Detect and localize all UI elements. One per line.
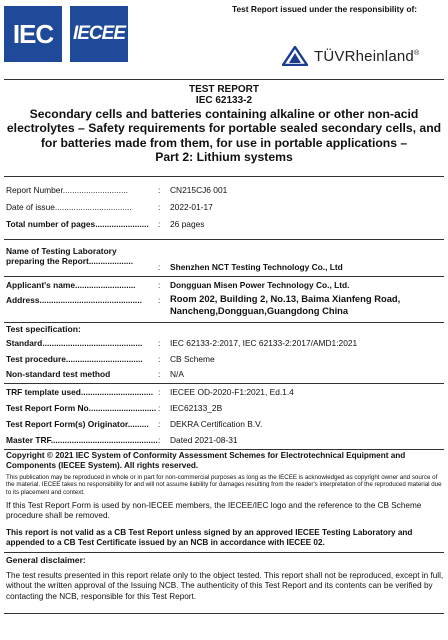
test-specification-heading: Test specification: xyxy=(6,324,81,334)
general-disclaimer-body: The test results presented in this report relate only to the object tested. This report shall not be reproduced, except in full, without the written approval of the Issuing NCB. The authenticity of this Test Report and its contents can be verified by contacting the NCB, responsible for this Test Report. xyxy=(6,571,444,601)
divider xyxy=(4,552,444,553)
applicant-name-value: Dongguan Misen Power Technology Co., Ltd. xyxy=(170,280,350,290)
colon: : xyxy=(158,387,161,397)
colon: : xyxy=(158,202,161,212)
total-pages-value: 26 pages xyxy=(170,219,205,229)
standard-label: Standard........................................... xyxy=(6,338,143,348)
trf-form-no-label: Test Report Form No............................. xyxy=(6,403,157,413)
tuv-triangle-icon xyxy=(282,46,308,66)
non-standard-method-label: Non-standard test method xyxy=(6,369,111,379)
applicant-name-label: Applicant's name.......................... xyxy=(6,280,136,290)
non-iecee-note: If this Test Report Form is used by non-IECEE members, the IECEE/IEC logo and the reference to the CB Scheme procedure shall be removed. xyxy=(6,501,422,521)
trf-form-no-value: IEC62133_2B xyxy=(170,403,223,413)
iecee-logo xyxy=(70,6,128,62)
report-number-value: CN215CJ6 001 xyxy=(170,185,228,195)
colon: : xyxy=(158,369,161,379)
responsibility-note: Test Report issued under the responsibility of: xyxy=(232,4,418,14)
divider xyxy=(4,239,444,240)
divider xyxy=(4,276,444,277)
report-header xyxy=(0,0,448,80)
divider xyxy=(4,79,444,80)
divider xyxy=(4,449,444,450)
colon: : xyxy=(158,338,161,348)
colon: : xyxy=(158,403,161,413)
preparing-report-label: preparing the Report................... xyxy=(6,256,134,266)
report-number-label: Report Number............................ xyxy=(6,185,128,195)
copyright-notice: Copyright © 2021 IEC System of Conformity Assessment Schemes for Electrotechnical Equipment and Components (IECEE System). All rights reserved. xyxy=(6,451,406,471)
colon: : xyxy=(158,262,161,272)
total-pages-label: Total number of pages....................... xyxy=(6,219,149,229)
divider xyxy=(4,176,444,177)
date-of-issue-value: 2022-01-17 xyxy=(170,202,213,212)
date-of-issue-label: Date of issue................................. xyxy=(6,202,132,212)
colon: : xyxy=(158,419,161,429)
colon: : xyxy=(158,219,161,229)
iec-logo xyxy=(4,6,62,62)
colon: : xyxy=(158,354,161,364)
general-disclaimer-heading: General disclaimer: xyxy=(6,555,86,565)
validity-note: This report is not valid as a CB Test Report unless signed by an approved IECEE Testing Laboratory and appended to a CB Test Certificate issued by an NCB in accordance with IECEE 02. xyxy=(6,528,413,548)
colon: : xyxy=(158,280,161,290)
iec-logo-text: IEC xyxy=(12,18,54,49)
colon: : xyxy=(158,435,161,445)
standard-title: IEC 62133-2 xyxy=(195,95,253,106)
test-procedure-label: Test procedure................................. xyxy=(6,354,143,364)
tuv-rheinland-text: TÜVRheinland® xyxy=(314,47,420,65)
address-label: Address............................................ xyxy=(6,295,142,305)
divider xyxy=(4,383,444,384)
address-value: Room 202, Building 2, No.13, Baima Xianfeng Road, Nancheng,Dongguan,Guangdong China xyxy=(170,293,401,316)
standard-value: IEC 62133-2:2017, IEC 62133-2:2017/AMD1:2021 xyxy=(170,338,358,348)
testing-lab-value: Shenzhen NCT Testing Technology Co., Ltd xyxy=(170,262,343,272)
standard-description: Secondary cells and batteries containing alkaline or other non-acid electrolytes – Safety requirements for portable sealed secondary cells, and for batteries made from them, for use in portable applications – Part 2: Lithium systems xyxy=(6,107,442,165)
testing-lab-label: Name of Testing Laboratory xyxy=(6,246,117,256)
report-title: TEST REPORT xyxy=(188,84,259,95)
trf-originator-label: Test Report Form(s) Originator......... xyxy=(6,419,149,429)
non-standard-method-value: N/A xyxy=(170,369,184,379)
colon: : xyxy=(158,185,161,195)
trf-template-label: TRF template used............................... xyxy=(6,387,154,397)
tuv-rheinland-logo xyxy=(282,45,419,67)
master-trf-value: Dated 2021-08-31 xyxy=(170,435,238,445)
test-procedure-value: CB Scheme xyxy=(170,354,215,364)
master-trf-label: Master TRF.............................................. xyxy=(6,435,158,445)
copyright-fine-print: This publication may be reproduced in whole or in part for non-commercial purposes as long as the IECEE is acknowledged as copyright owner and source of the material. IECEE takes no responsibility for and will not assume liability for damages resulting from the reader's interpretation of the reproduced material due to its placement and context. xyxy=(6,474,442,496)
divider xyxy=(4,613,444,614)
colon: : xyxy=(158,295,161,305)
trf-template-value: IECEE OD-2020-F1:2021, Ed.1.4 xyxy=(170,387,294,397)
iecee-logo-text: IECEE xyxy=(72,23,126,44)
divider xyxy=(4,322,444,323)
trf-originator-value: DEKRA Certification B.V. xyxy=(170,419,263,429)
